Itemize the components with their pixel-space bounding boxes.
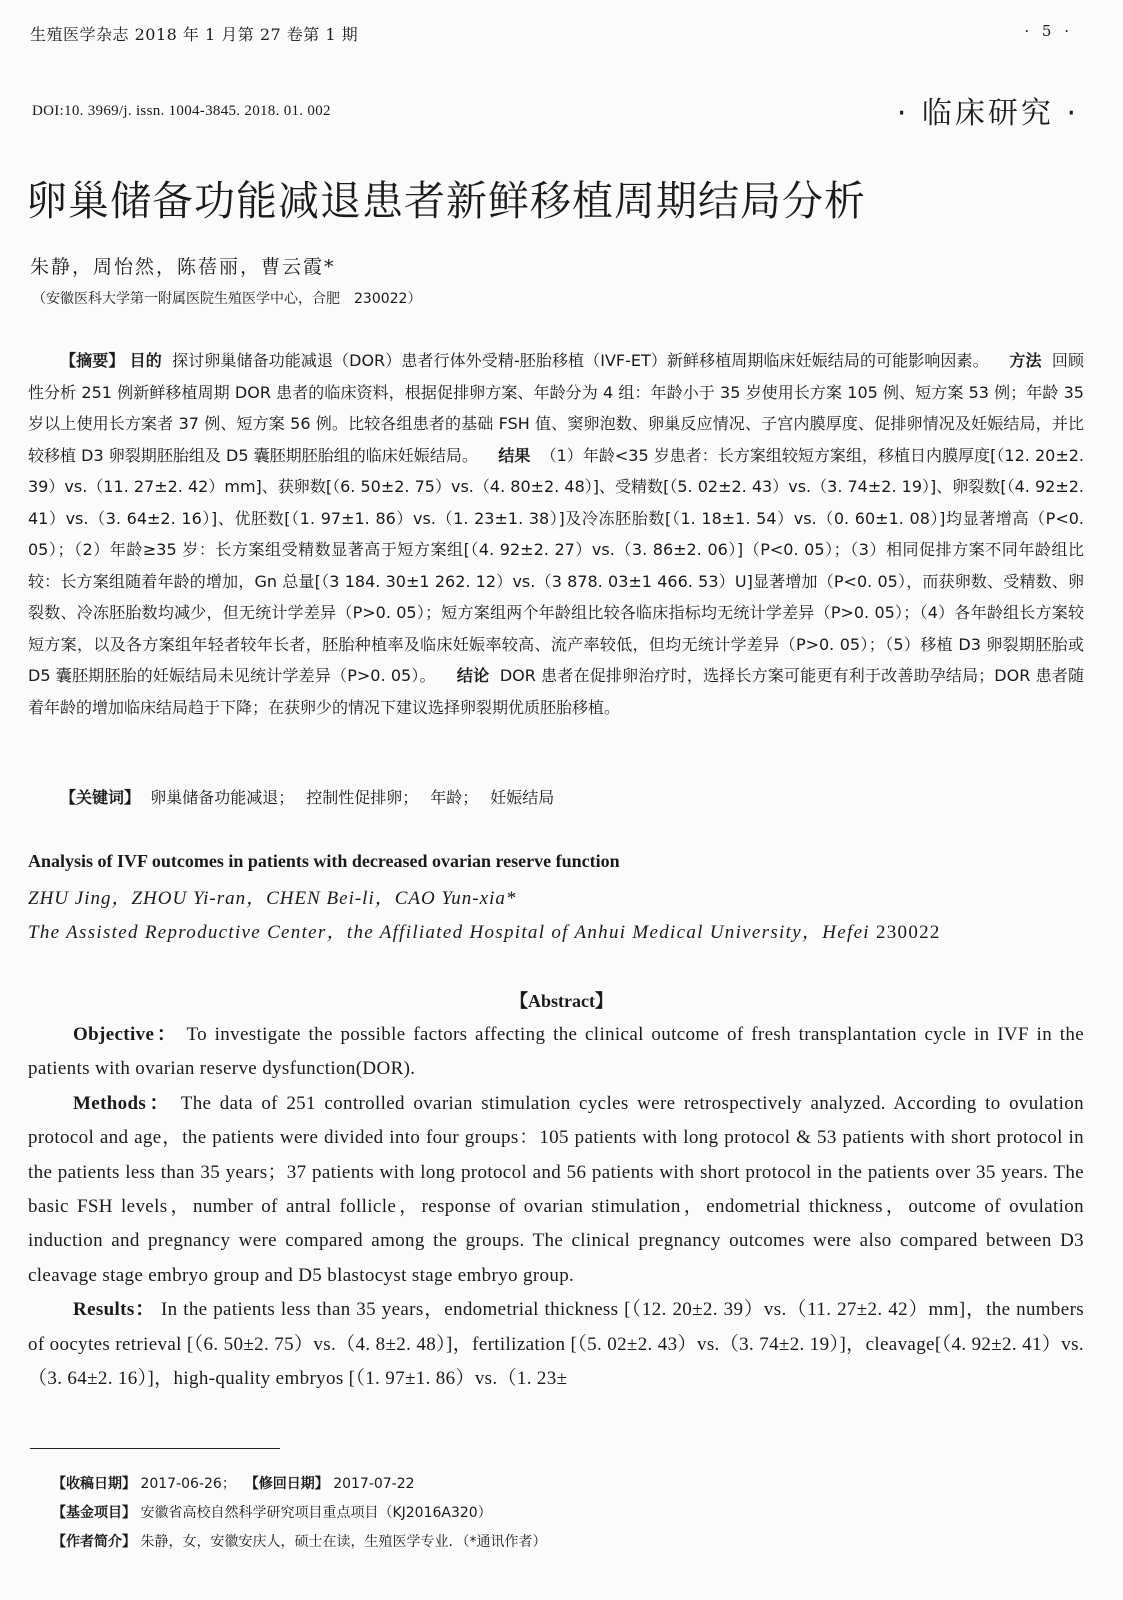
footnote-fund (52, 1502, 492, 1522)
section-label: · 临床研究 · (896, 96, 1079, 131)
english-affiliation-text: The Assisted Reproductive Center，the Affiliated Hospital of Anhui Medical University，Hefei (28, 922, 870, 943)
fund-label: 【基金项目】 (52, 1505, 136, 1521)
results-text: In the patients less than 35 years，endometrial thickness [（12. 20±2. 39）vs.（11. 27±2. 42）mm]，the numbers of oocytes retrieval [（6. 50±2. 75）vs.（4. 8±2. 48）]，fertilization [（5. 02±2. 43）vs.（3. 74±2. 19）]，cleavage[（4. 92±2. 41）vs.（3. 64±2. 16）]，high-quality embryos [（1. 97±1. 86）vs.（1. 23± (28, 1299, 1084, 1390)
methods-text: 回顾性分析 251 例新鲜移植周期 DOR 患者的临床资料，根据促排卵方案、年龄分为 4 组：年龄小于 35 岁使用长方案 105 例、短方案 53 例；年龄 35 岁以上使用长方案者 37 例、短方案 56 例。比较各组患者的基础 FSH 值、窦卵泡数、卵巢反应情况、子宫内膜厚度、促排卵情况及妊娠结局，并比较移植 D3 卵裂期胚胎组及 D5 囊胚期胚胎组的临床妊娠结局。 (28, 351, 1085, 465)
keywords-label: 【关键词】 (60, 788, 141, 807)
doi: DOI:10. 3969/j. issn. 1004-3845. 2018. 01. 002 (32, 103, 331, 119)
author-text: 朱静，女，安徽安庆人，硕士在读，生殖医学专业．（*通讯作者） (140, 1534, 547, 1550)
conclusion-label: 结论 (456, 666, 490, 685)
objective-label: 目的 (129, 351, 162, 370)
revised-label: 【修回日期】 (244, 1476, 329, 1492)
footnote-author (52, 1531, 546, 1551)
objective-text: 探讨卵巢储备功能减退（DOR）患者行体外受精-胚胎移植（IVF-ET）新鲜移植周期临床妊娠结局的可能影响因素。 (172, 351, 989, 370)
results-label: 结果 (498, 445, 531, 465)
methods-label: 方法 (1009, 351, 1042, 370)
author-label: 【作者简介】 (52, 1534, 136, 1550)
english-authors: ZHU Jing，ZHOU Yi-ran，CHEN Bei-li，CAO Yun-xia* (28, 888, 517, 909)
page-number: · 5 · (1024, 22, 1073, 40)
english-objective (28, 1018, 1084, 1087)
conclusion-text: DOR 患者在促排卵治疗时，选择长方案可能更有利于改善助孕结局；DOR 患者随着年龄的增加临床结局趋于下降；在获卵少的情况下建议选择卵裂期优质胚胎移植。 (28, 666, 1084, 717)
results-text: （1）年龄<35 岁患者：长方案组较短方案组，移植日内膜厚度[（12. 20±2. 39）vs.（11. 27±2. 42）mm]、获卵数[（6. 50±2. 75）vs.（4. 80±2. 48）]、受精数[（5. 02±2. 43）vs.（3. 74±2. 19）]、卵裂数[（4. 92±2. 41）vs.（3. 64±2. 16）]、优胚数[（1. 97±1. 86）vs.（1. 23±1. 38）]及冷冻胚胎数[（1. 18±1. 54）vs.（0. 60±1. 08）]均显著增高（P<0. 05）；（2）年龄≥35 岁：长方案组受精数显著高于短方案组[（4. 92±2. 27）vs.（3. 86±2. 06）]（P<0. 05）；（3）相同促排方案不同年龄组比较：长方案组随着年龄的增加，Gn 总量[（3 184. 30±1 262. 12）vs.（3 878. 03±1 466. 53）U]显著增加（P<0. 05），而获卵数、受精数、卵裂数、冷冻胚胎数均减少，但无统计学差异（P>0. 05）；短方案组两个年龄组比较各临床指标均无统计学差异（P>0. 05）；（4）各年龄组长方案较短方案，以及各方案组年轻者较年长者，胚胎种植率及临床妊娠率较高、流产率较低，但均无统计学差异（P>0. 05）；（5）移植 D3 卵裂期胚胎或 D5 囊胚期胚胎的妊娠结局未见统计学差异（P>0. 05）。 (28, 445, 1084, 685)
english-results (28, 1293, 1084, 1396)
footnote-dates (52, 1473, 415, 1493)
authors: 朱静，周怡然，陈蓓丽，曹云霞* (30, 256, 336, 278)
revised-date: 2017-07-22 (333, 1476, 415, 1492)
english-title: Analysis of IVF outcomes in patients with decreased ovarian reserve function (28, 851, 620, 871)
english-affiliation (28, 917, 941, 944)
journal-header: 生殖医学杂志 2018 年 1 月第 27 卷第 1 期 (30, 25, 359, 44)
received-label: 【收稿日期】 (52, 1476, 136, 1492)
article-title: 卵巢储备功能减退患者新鲜移植周期结局分析 (26, 177, 866, 225)
footnote-divider (30, 1448, 280, 1449)
fund-text: 安徽省高校自然科学研究项目重点项目（KJ2016A320） (140, 1505, 492, 1521)
abstract-label: 【摘要】 (60, 351, 125, 370)
english-methods (28, 1087, 1084, 1293)
methods-text: The data of 251 controlled ovarian stimulation cycles were retrospectively analyzed. According to ovulation protocol and age，the patients were divided into four groups：105 patients with long protocol & 53 patients with short protocol in the patients less than 35 years；37 patients with long protocol and 56 patients with short protocol in the patients over 35 years. The basic FSH levels，number of antral follicle，response of ovarian stimulation，endometrial thickness，outcome of ovulation induction and pregnancy were compared among the groups. The clinical pregnancy outcomes were also compared between D3 cleavage stage embryo group and D5 blastocyst stage embryo group. (28, 1092, 1084, 1286)
keyword: 卵巢储备功能减退； (150, 788, 295, 807)
english-abstract (28, 1018, 1084, 1396)
english-abstract-heading: 【Abstract】 (510, 991, 613, 1011)
english-zip: 230022 (875, 922, 941, 943)
keyword: 年龄； (430, 788, 479, 807)
affiliation: （安徽医科大学第一附属医院生殖医学中心，合肥 230022） (32, 291, 422, 307)
objective-label: Objective： (73, 1024, 179, 1045)
keyword: 妊娠结局 (490, 788, 555, 807)
methods-label: Methods： (73, 1092, 173, 1114)
received-date: 2017-06-26； (140, 1476, 236, 1492)
keyword: 控制性促排卵； (306, 788, 419, 807)
objective-text: To investigate the possible factors affecting the clinical outcome of fresh transplantation cycle in IVF in the patients with ovarian reserve dysfunction(DOR). (28, 1024, 1084, 1080)
chinese-abstract (28, 345, 1084, 723)
keywords (28, 785, 554, 808)
results-label: Results： (73, 1299, 156, 1321)
